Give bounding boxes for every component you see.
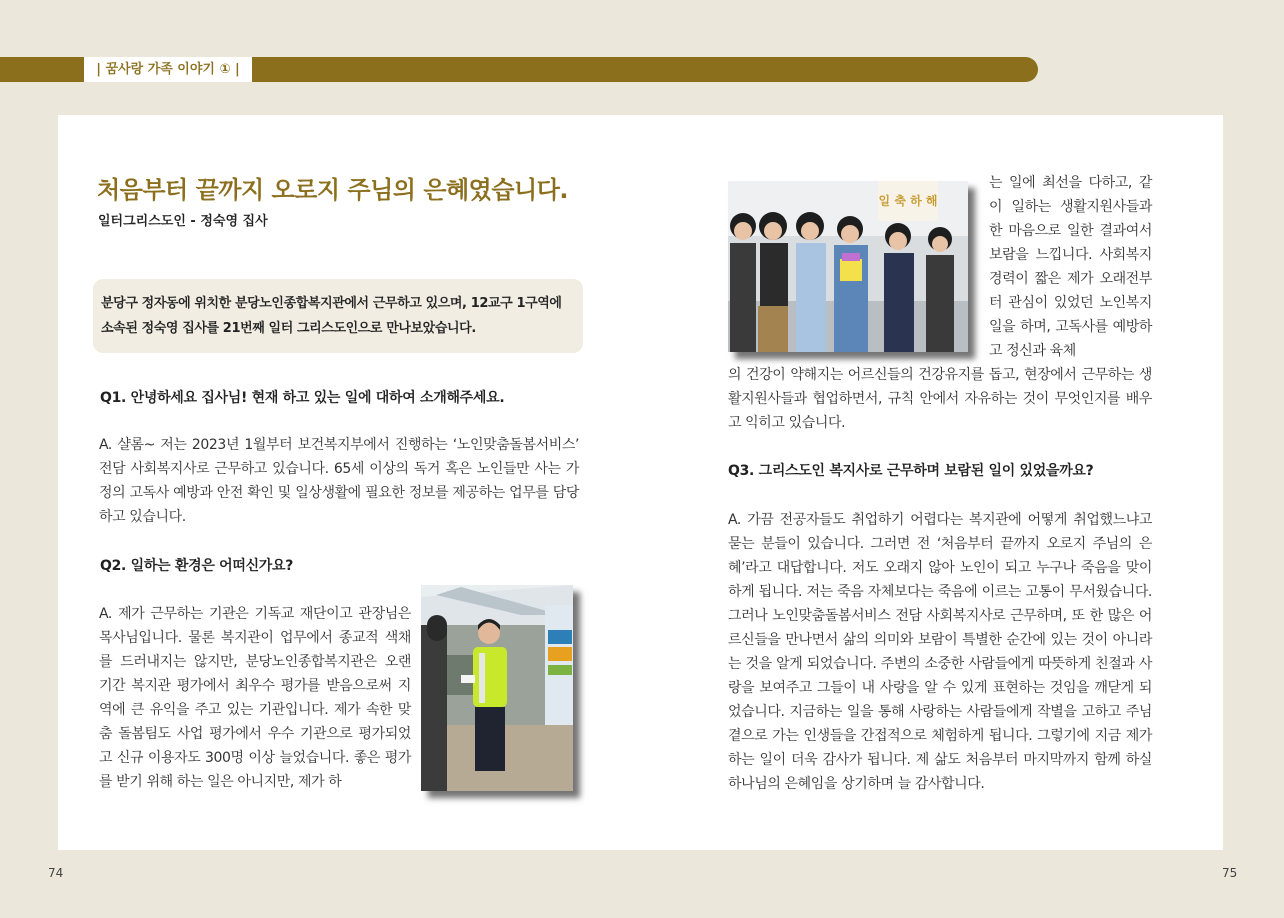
- booth-photo-image: [421, 585, 573, 791]
- group-photo-image: [728, 181, 968, 352]
- question-2: Q2. 일하는 환경은 어떠신가요?: [100, 558, 294, 574]
- group-photo: [728, 181, 968, 352]
- answer-2-right-top: 는 일에 최선을 다하고, 같이 일하는 생활지원사들과 한 마음으로 일한 결과여서 보람을 느낍니다. 사회복지 경력이 짧은 제가 오래전부터 관심이 있었던 노인복지 일을 하며, 고독사를 예방하고 정신과 육체: [989, 175, 1152, 359]
- question-1: Q1. 안녕하세요 집사님! 현재 하고 있는 일에 대하여 소개해주세요.: [100, 390, 505, 406]
- answer-1: A. 샬롬~ 저는 2023년 1월부터 보건복지부에서 진행하는 ‘노인맞춤돌봄서비스’ 전담 사회복지사로 근무하고 있습니다. 65세 이상의 독거 혹은 노인들만 사는 가정의 고독사 예방과 안전 확인 및 일상생활에 필요한 정보를 제공하는 업무를 담당하고 있습니다.: [99, 437, 579, 525]
- section-label: | 꿈사랑 가족 이야기 ① |: [84, 57, 252, 82]
- booth-photo: [421, 585, 573, 791]
- answer-2-left: A. 제가 근무하는 기관은 기독교 재단이고 관장님은 목사님입니다. 물론 복지관이 업무에서 종교적 색채를 드러내지는 않지만, 분당노인종합복지관은 오랜 기간 복지관 평가에서 최우수 평가를 받음으로써 지역에 큰 유익을 주고 있는 기관입니다. 제가 속한 맞춤 돌봄팀도 사업 평가에서 우수 기관으로 평가되었고 신규 이용자도 300명 이상 늘었습니다. 좋은 평가를 받기 위해 하는 일은 아니지만, 제가 하: [99, 606, 411, 790]
- answer-2-right-bottom: 의 건강이 약해지는 어르신들의 건강유지를 돕고, 현장에서 근무하는 생활지원사들과 협업하면서, 규칙 안에서 자유하는 것이 무엇인지를 배우고 익히고 있습니다.: [728, 367, 1152, 431]
- intro-text: 분당구 정자동에 위치한 분당노인종합복지관에서 근무하고 있으며, 12교구 1구역에 소속된 정숙영 집사를 21번째 일터 그리스도인으로 만나보았습니다.: [101, 296, 562, 336]
- group-banner-text: 일 축 하 해: [878, 194, 938, 208]
- page-number-left: 74: [48, 866, 64, 880]
- answer-3: A. 가끔 전공자들도 취업하기 어렵다는 복지관에 어떻게 취업했느냐고 묻는 분들이 있습니다. 그러면 전 ‘처음부터 끝까지 오로지 주님의 은혜’라고 대답합니다. 저도 오래지 않아 노인이 되고 누구나 죽음을 맞이하게 됩니다. 저는 죽음 자체보다는 죽음에 이르는 고통이 무서웠습니다. 그러나 노인맞춤돌봄서비스 전담 사회복지사로 근무하며, 또 한 많은 어르신들을 만나면서 삶의 의미와 보람이 특별한 순간에 있는 것이 아니라는 것을 알게 되었습니다. 주변의 소중한 사람들에게 따뜻하게 친절과 사랑을 보여주고 그들이 내 사랑을 알 수 있게 표현하는 것임을 깨닫게 되었습니다. 지금하는 일을 통해 사랑하는 사람들에게 작별을 고하고 주님 곁으로 가는 인생들을 간접적으로 체험하게 됩니다. 그렇기에 지금 제가 하는 일이 더욱 감사가 됩니다. 제 삶도 처음부터 마지막까지 함께 하실 하나님의 은혜임을 상기하며 늘 감사합니다.: [728, 512, 1152, 792]
- article-byline: 일터그리스도인 - 정숙영 집사: [98, 214, 268, 229]
- article-title: 처음부터 끝까지 오로지 주님의 은혜였습니다.: [97, 176, 569, 204]
- question-3: Q3. 그리스도인 복지사로 근무하며 보람된 일이 있었을까요?: [728, 463, 1094, 479]
- intro-box: [93, 279, 583, 353]
- page-number-right: 75: [1222, 866, 1238, 880]
